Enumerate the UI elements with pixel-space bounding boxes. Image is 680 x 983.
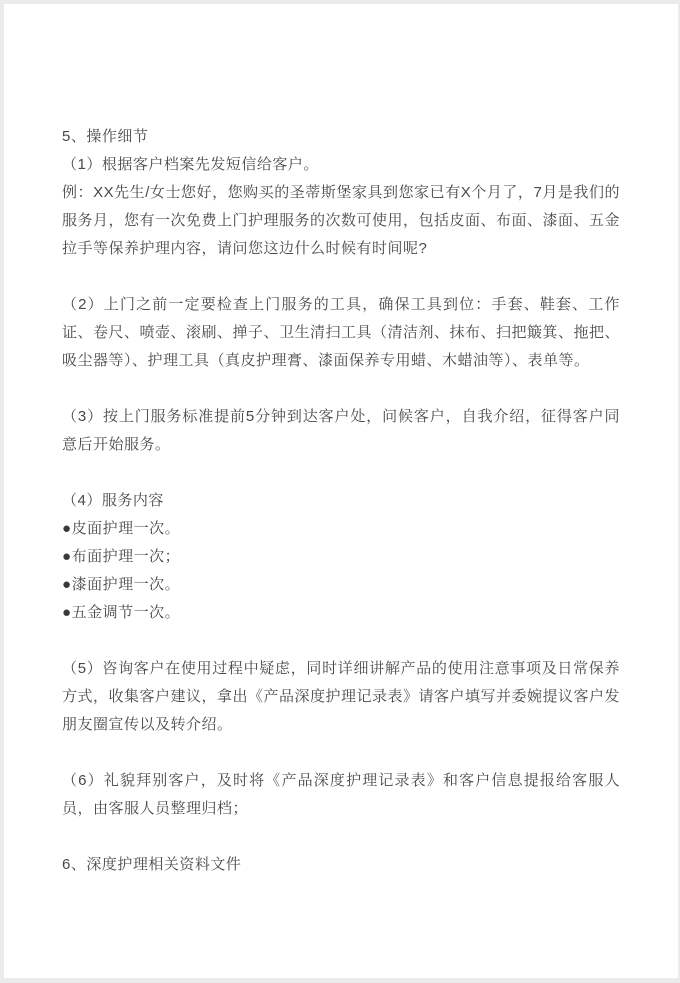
paragraph: （6）礼貌拜别客户，及时将《产品深度护理记录表》和客户信息提报给客服人员，由客服人员整理归档；	[62, 772, 620, 817]
bullet-icon: ●	[62, 604, 72, 621]
bullet-item	[62, 515, 620, 543]
document-body	[62, 123, 620, 879]
bullet-item	[62, 571, 620, 599]
bullet-text: 布面护理一次；	[71, 548, 181, 565]
paragraph: （4）服务内容	[62, 492, 164, 509]
paragraph: （2）上门之前一定要检查上门服务的工具，确保工具到位：手套、鞋套、工作证、卷尺、喷壶、滚刷、掸子、卫生清扫工具（清洁剂、抹布、扫把簸箕、拖把、吸尘器等）、护理工具（真皮护理膏、漆面保养专用蜡、木蜡油等）、表单等。	[62, 296, 621, 369]
document-page	[4, 4, 678, 978]
bullet-item	[62, 543, 620, 571]
bullet-icon: ●	[62, 576, 72, 593]
bullet-item	[62, 599, 620, 627]
bullet-text: 五金调节一次。	[71, 604, 181, 621]
paragraph: （5）咨询客户在使用过程中疑虑，同时详细讲解产品的使用注意事项及日常保养方式，收集客户建议，拿出《产品深度护理记录表》请客户填写并委婉提议客户发朋友圈宣传以及转介绍。	[62, 660, 621, 733]
bullet-icon: ●	[62, 520, 72, 537]
paragraph: （3）按上门服务标准提前5分钟到达客户处，问候客户，自我介绍，征得客户同意后开始服务。	[62, 408, 620, 453]
paragraph: （1）根据客户档案先发短信给客户。	[62, 156, 319, 173]
bullet-text: 皮面护理一次。	[71, 520, 181, 537]
paragraph: 例：XX先生/女士您好，您购买的圣蒂斯堡家具到您家已有X个月了，7月是我们的服务月，您有一次免费上门护理服务的次数可使用，包括皮面、布面、漆面、五金拉手等保养护理内容，请问您这边什么时候有时间呢?	[62, 184, 621, 257]
section-heading: 5、操作细节	[62, 128, 149, 145]
section-heading: 6、深度护理相关资料文件	[62, 856, 242, 873]
bullet-text: 漆面护理一次。	[71, 576, 181, 593]
bullet-icon: ●	[62, 548, 72, 565]
